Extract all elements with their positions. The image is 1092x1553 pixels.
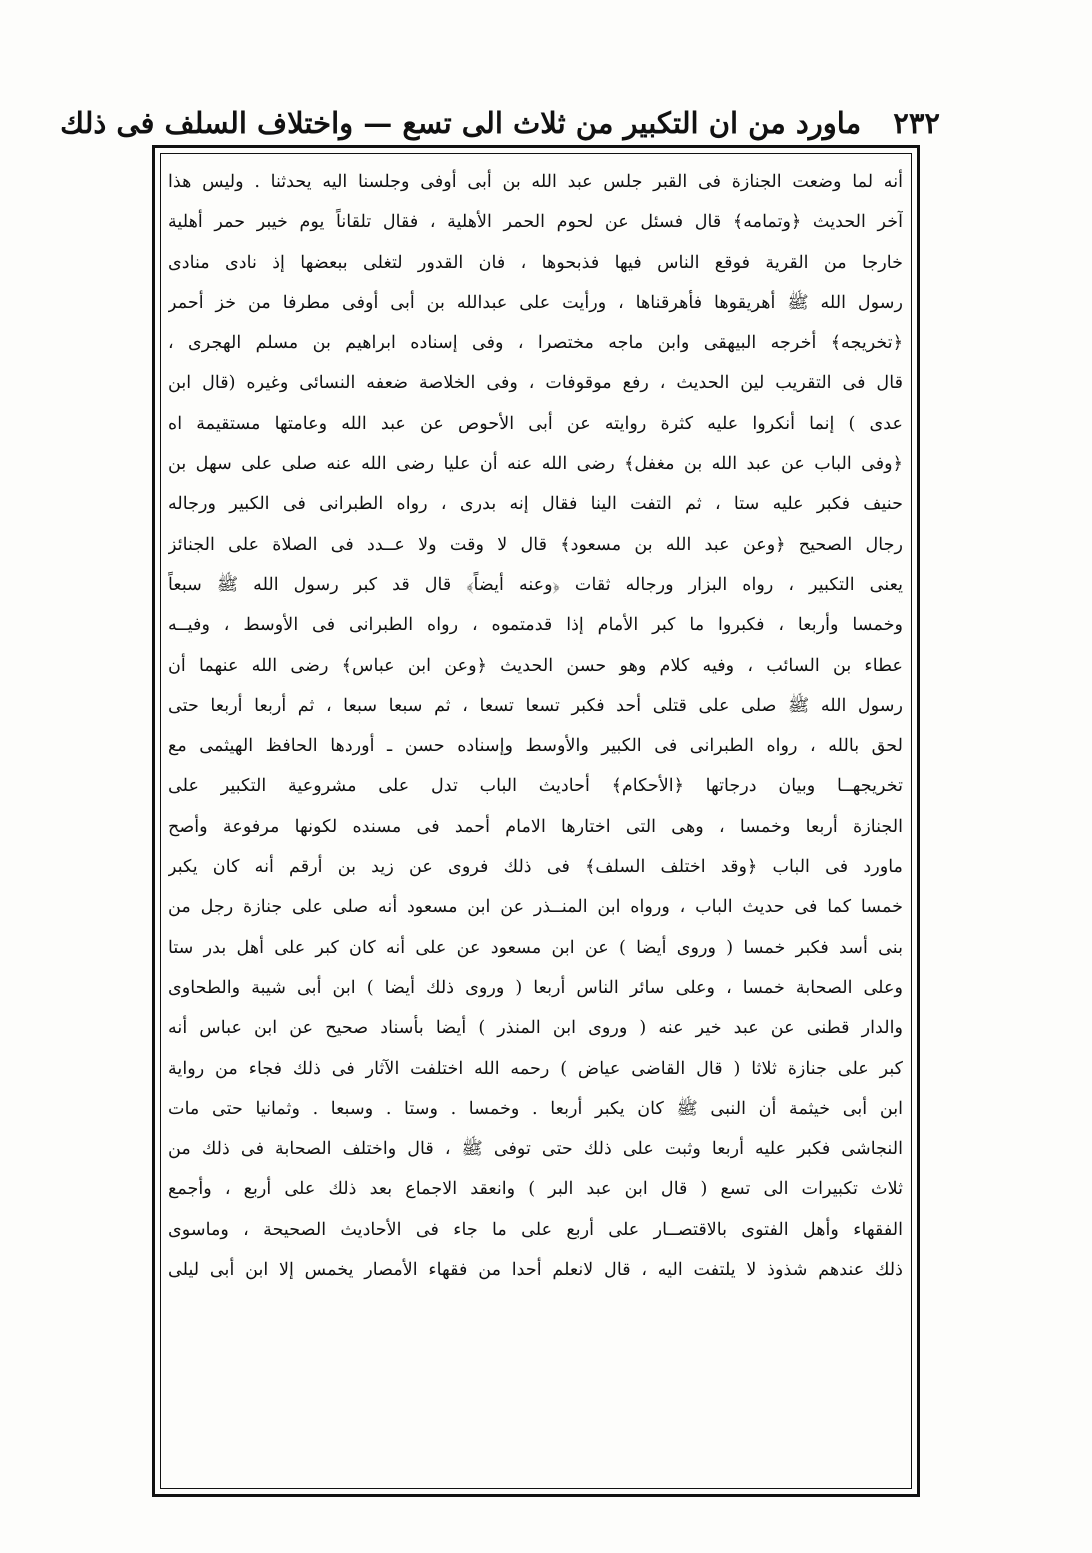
text-line: لحق بالله ، رواه الطبرانى فى الكبير والأوسط وإسناده حسن ـ أوردها الحافظ الهيثمى مع (168, 736, 903, 757)
text-line: النجاشى فكبر عليه أربعا وثبت على ذلك حتى توفى ﷺ ، قال واختلف الصحابة فى ذلك من (168, 1139, 903, 1160)
text-line: خمسا كما فى حديث الباب ، ورواه ابن المنــذر عن ابن مسعود أنه صلى على جنازة رجل من (168, 897, 903, 918)
text-line: ذلك عندهم شذوذ لا يلتفت اليه ، قال لانعلم أحدا من فقهاء الأمصار يخمس إلا ابن أبى ليلى (168, 1260, 903, 1281)
text-line: بنى أسد فكبر خمسا ( وروى أيضا ) عن ابن مسعود عن على أنه كان كبر على أهل بدر ستا (168, 937, 903, 958)
text-line: حنيف فكبر عليه ستا ، ثم التفت الينا فقال إنه بدرى ، رواه الطبرانى فى الكبير ورجاله (168, 494, 903, 515)
text-line: أنه لما وضعت الجنازة فى القبر جلس عبد الله بن أبى أوفى وجلسنا اليه يحدثنا . وليس هذا (168, 172, 903, 192)
text-line: تخريجهــا وبيان درجاتها ﴿الأحكام﴾ أحاديث الباب تدل على مشروعية التكبير على (168, 776, 903, 797)
text-line: كبر على جنازة ثلاثا ( قال القاضى عياض ) رحمه الله اختلفت الآثار فى ذلك فجاء من رواية (168, 1058, 903, 1079)
running-title: ماورد من ان التكبير من ثلاث الى تسع — واختلاف السلف فى ذلك (60, 106, 862, 140)
page-number: ٢٣٢ (893, 106, 940, 140)
text-line: خارجا من القرية فوقع الناس فيها فذبحوها ، فان القدور لتغلى ببعضها إذ نادى منادى (168, 252, 903, 273)
text-line: ﴿وفى الباب عن عبد الله بن مغفل﴾ رضى الله عنه أن عليا رضى الله عنه صلى على سهل بن (168, 454, 903, 475)
text-line: رجال الصحيح ﴿وعن عبد الله بن مسعود﴾ قال لا وقت ولا عــدد فى الصلاة على الجنائز (168, 534, 903, 555)
text-line: عدى ) إنما أنكروا عليه كثرة روايته عن أبى الأحوص عن عبد الله وعامتها مستقيمة اه (168, 413, 903, 434)
text-line: رسول الله ﷺ أهريقوها فأهرقناها ، ورأيت على عبدالله بن أبى أوفى مطرفا من خز أحمر (168, 292, 903, 313)
text-line: رسول الله ﷺ صلى على قتلى أحد فكبر تسعا تسعا ، ثم سبعا سبعا ، ثم أربعا أربعا حتى (168, 695, 903, 716)
text-line: ثلاث تكبيرات الى تسع ( قال ابن عبد البر ) وانعقد الاجماع بعد ذلك على أربع ، وأجمع (168, 1179, 903, 1200)
text-line: قال فى التقريب لين الحديث ، رفع موقوفات ، وفى الخلاصة ضعفه النسائى وغيره (قال ابن (168, 373, 903, 394)
text-line: يعنى التكبير ، رواه البزار ورجاله ثقات ﴿وعنه أيضاً﴾ قال قد كبر رسول الله ﷺ سبعاً (168, 574, 903, 595)
text-line: ﴿تخريجه﴾ أخرجه البيهقى وابن ماجه مختصرا ، وفى إسناده ابراهيم بن مسلم الهجرى ، (168, 333, 903, 354)
text-line: آخر الحديث ﴿وتمامه﴾ قال فسئل عن لحوم الحمر الأهلية ، فقال تلقاناً يوم خيبر حمر أهلية (168, 212, 903, 233)
text-line: وخمسا وأربعا ، فكبروا ما كبر الأمام إذا قدمتموه ، رواه الطبرانى فى الأوسط ، وفيــه (168, 615, 903, 636)
text-line: الجنازة أربعا وخمسا ، وهى التى اختارها الامام أحمد فى مسنده لكونها مرفوعة وأصح (168, 816, 903, 837)
page-header (60, 98, 940, 148)
text-line: وعلى الصحابة خمسا ، وعلى سائر الناس أربعا ( وروى ذلك أيضا ) ابن أبى شيبة والطحاوى (168, 977, 903, 998)
text-line: الفقهاء وأهل الفتوى بالاقتصــار على أربع على ما جاء فى الأحاديث الصحيحة ، وماسوى (168, 1219, 903, 1240)
text-line: والدار قطنى عن عبد خير عنه ( وروى ابن المنذر ) أيضا بأسناد صحيح عن ابن عباس أنه (168, 1018, 903, 1039)
body-text (168, 162, 903, 1487)
text-line: عطاء بن السائب ، وفيه كلام وهو حسن الحديث ﴿وعن ابن عباس﴾ رضى الله عنهما أن (168, 655, 903, 676)
text-line: ماورد فى الباب ﴿وقد اختلف السلف﴾ فى ذلك فروى عن زيد بن أرقم أنه كان يكبر (168, 857, 903, 878)
text-line: ابن أبى خيثمة أن النبى ﷺ كان يكبر أربعا . وخمسا . وستا . وسبعا . وثمانيا حتى مات (168, 1098, 903, 1119)
